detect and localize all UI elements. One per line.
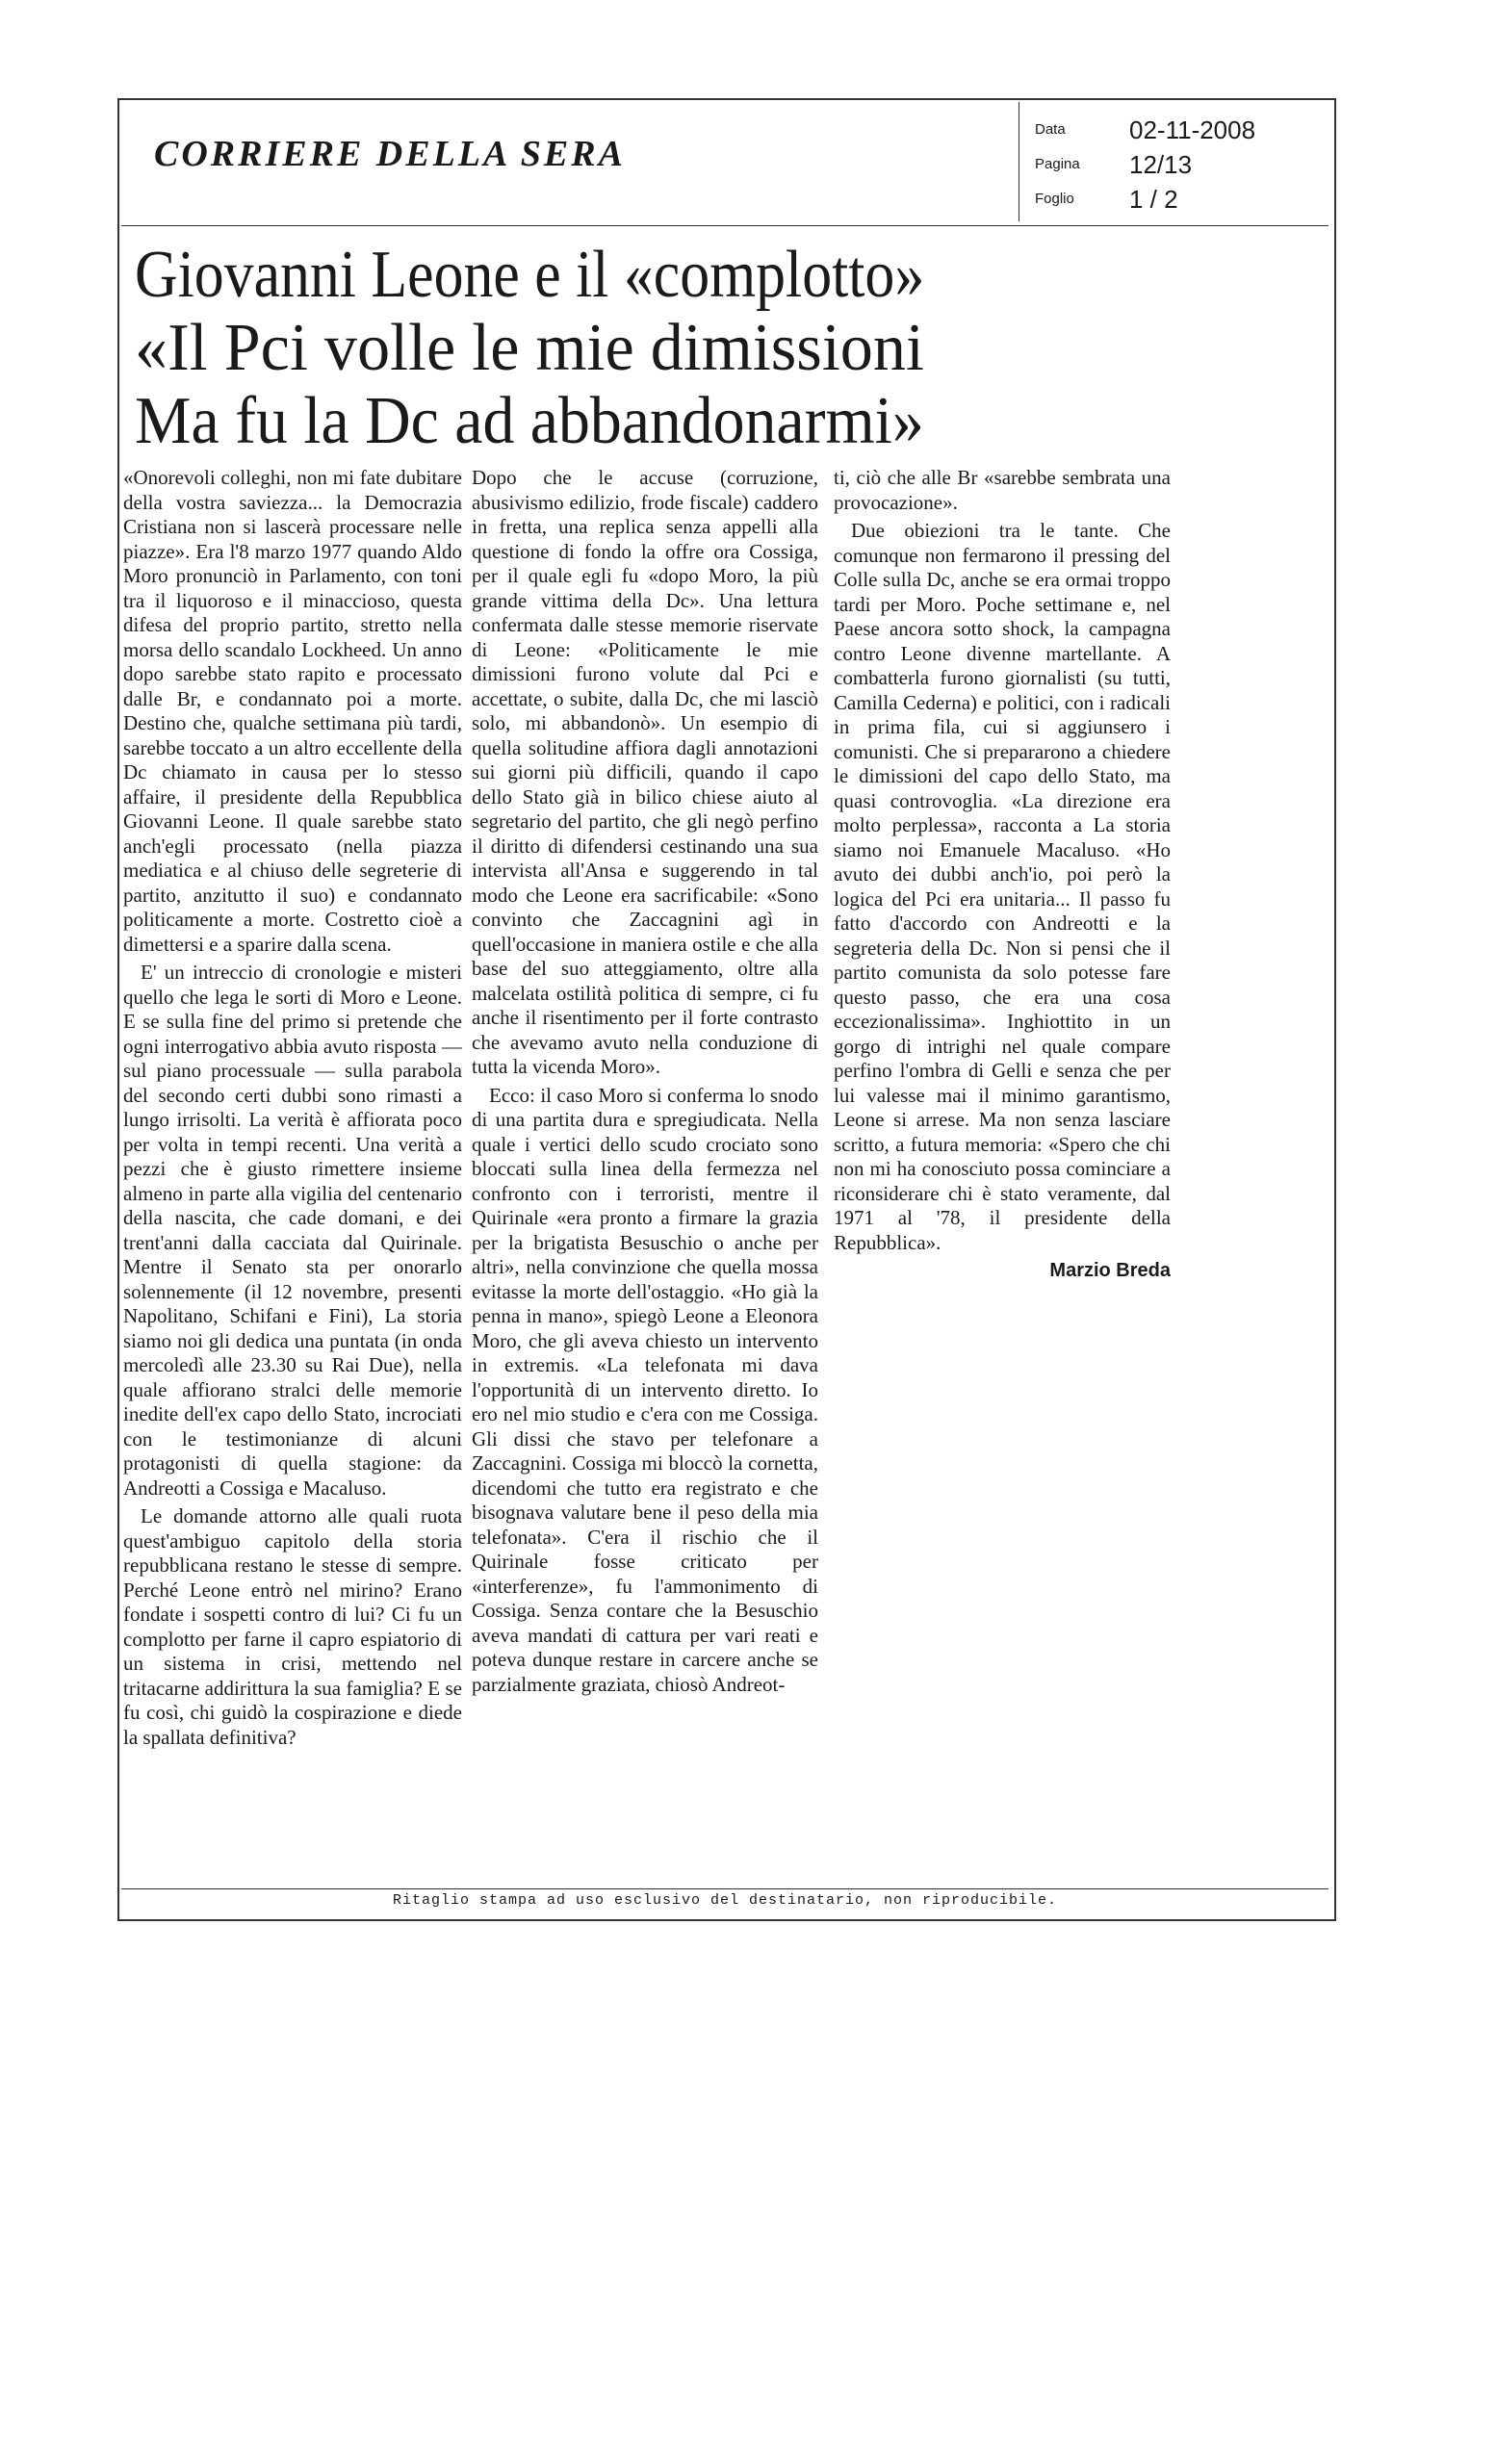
paragraph: Dopo che le accuse (corruzione, abusivismo edilizio, frode fiscale) caddero in fretta, una replica senza appelli alla questione di fondo la offre ora Cossiga, per il quale egli fu «dopo Moro, la più grande vittima della Dc». Una lettura confermata dalle stesse memorie riservate di Leone: «Politicamente le mie dimissioni furono volute dal Pci e accettate, o subite, dalla Dc, che mi lasciò solo, mi abbandonò». Un esempio di quella solitudine affiora dagli annotazioni sui giorni più difficili, quando il capo dello Stato già in bilico chiese aiuto al segretario del partito, che gli negò perfino il diritto di difendersi cestinando una sua intervista all'Ansa e suggerendo in tal modo che Leone era sacrificabile: «Sono convinto che Zaccagnini agì in quell'occasione in maniera ostile e che alla base del suo atteggiamento, oltre alla malcelata ostilità politica di sempre, ci fu anche il risentimento per il forte contrasto che avevamo avuto nella conduzione di tutta la vicenda Moro». <box>472 466 818 1078</box>
info-label: Data <box>1035 121 1066 138</box>
clipping-info-box <box>1019 102 1329 221</box>
article-column-2 <box>472 466 818 1871</box>
info-value: 12/13 <box>1129 150 1193 179</box>
headline-line-2: «Il Pci volle le mie dimissioni <box>135 311 924 385</box>
info-value: 02-11-2008 <box>1129 116 1256 144</box>
paragraph: «Onorevoli colleghi, non mi fate dubitare della vostra saviezza... la Democrazia Cristiana non si lascerà processare nelle piazze». Era l'8 marzo 1977 quando Aldo Moro pronunciò in Parlamento, con toni tra il liquoroso e il minaccioso, questa difesa del proprio partito, stretto nella morsa dello scandalo Lockheed. Un anno dopo sarebbe stato rapito e processato dalle Br, e condannato poi a morte. Destino che, qualche settimana più tardi, sarebbe toccato a un altro eccellente della Dc chiamato in causa per lo stesso affaire, il presidente della Repubblica Giovanni Leone. Il quale sarebbe stato anch'egli processato (nella piazza mediatica e al chiuso delle segreterie di partito, anzitutto il suo) e condannato politicamente a morte. Costretto cioè a dimettersi e a sparire dalla scena. <box>123 466 462 956</box>
author-signature: Marzio Breda <box>1049 1260 1171 1281</box>
article-column-1 <box>123 466 462 1871</box>
headline-line-3: Ma fu la Dc ad abbandonarmi» <box>135 384 924 458</box>
info-row-sheet <box>1035 185 1324 218</box>
paragraph: Ecco: il caso Moro si conferma lo snodo di una partita dura e spregiudicata. Nella quale i vertici dello scudo crociato sono bloccati sulla linea della fermezza nel confronto con i terroristi, mentre il Quirinale «era pronto a firmare la grazia per la brigatista Besuschio o anche per altri», nella convinzione che quella mossa evitasse la morte dell'ostaggio. «Ho già la penna in mano», spiegò Leone a Eleonora Moro, che gli aveva chiesto un intervento in extremis. «La telefonata mi dava l'opportunità di un intervento diretto. Io ero nel mio studio e c'era con me Cossiga. Gli dissi che stavo per telefonare a Zaccagnini. Cossiga mi bloccò la cornetta, dicendomi che tutto era registrato e che bisognava valutare bene il peso della mia telefonata». C'era il rischio che il Quirinale fosse criticato per «interferenze», fu l'ammonimento di Cossiga. Senza contare che la Besuschio aveva mandati di cattura per vari reati e poteva dunque restare in carcere anche se parzialmente graziata, chiosò Andreot- <box>472 1083 818 1696</box>
info-value: 1 / 2 <box>1129 185 1178 214</box>
info-row-page <box>1035 150 1324 183</box>
info-row-date <box>1035 116 1324 148</box>
paragraph: Due obiezioni tra le tante. Che comunque non fermarono il pressing del Colle sulla Dc, anche se era ormai troppo tardi per Moro. Poche settimane e, nel Paese ancora sotto shock, la campagna contro Leone divenne martellante. A combatterla furono giornalisti (su tutti, Camilla Cederna) e politici, con i radicali in prima fila, cui si aggiunsero i comunisti. Che si prepararono a chiedere le dimissioni del capo dello Stato, ma quasi controvoglia. «La direzione era molto perplessa», racconta a La storia siamo noi Emanuele Macaluso. «Ho avuto dei dubbi anch'io, poi però la logica del Pci era unitaria... Il passo fu fatto d'accordo con Andreotti e la segreteria della Dc. Non si pensi che il partito comunista da solo potesse fare questo passo, che era una cosa eccezionalissima». Inghiottito in un gorgo di intrighi nel quale compare perfino l'ombra di Gelli e senza che per lui valesse mai il minimo garantismo, Leone si arrese. Ma non senza lasciare scritto, a futura memoria: «Spero che chi non mi ha conosciuto possa cominciare a riconsiderare chi è stato veramente, dal 1971 al '78, il presidente della Repubblica». <box>834 519 1171 1254</box>
info-label: Pagina <box>1035 156 1080 172</box>
paragraph: ti, ciò che alle Br «sarebbe sembrata una provocazione». <box>834 466 1171 514</box>
paragraph: E' un intreccio di cronologie e misteri quello che lega le sorti di Moro e Leone. E se sulla fine del primo si pretende che ogni interrogativo abbia avuto risposta — sul piano processuale — sulla parabola del secondo certi dubbi sono rimasti a lungo irrisolti. La verità è affiorata poco per volta in tempi recenti. Una verità a pezzi che è giusto rimettere insieme almeno in parte alla vigilia del centenario della nascita, che cade domani, e dei trent'anni dalla cacciata dal Quirinale. Mentre il Senato sta per onorarlo solennemente (il 12 novembre, presenti Napolitano, Schifani e Fini), La storia siamo noi gli dedica una puntata (in onda mercoledì alle 23.30 su Rai Due), nella quale affiorano stralci delle memorie inedite dell'ex capo dello Stato, incrociati con le testimonianze di alcuni protagonisti di quella stagione: da Andreotti a Cossiga e Macaluso. <box>123 961 462 1500</box>
paragraph: Le domande attorno alle quali ruota quest'ambiguo capitolo della storia repubblicana restano le stesse di sempre. Perché Leone entrò nel mirino? Erano fondate i sospetti contro di lui? Ci fu un complotto per farne il capro espiatorio di un sistema in crisi, mettendo nel tritacarne addirittura la sua famiglia? E se fu così, chi guidò la cospirazione e diede la spallata definitiva? <box>123 1504 462 1749</box>
reproduction-notice: Ritaglio stampa ad uso esclusivo del destinatario, non riproducibile. <box>392 1892 1058 1909</box>
headline-line-1: Giovanni Leone e il «complotto» <box>135 238 925 312</box>
info-label: Foglio <box>1035 191 1074 207</box>
article-column-3 <box>834 466 1171 1871</box>
newspaper-masthead: CORRIERE DELLA SERA <box>154 134 626 174</box>
footer-divider <box>121 1888 1328 1889</box>
